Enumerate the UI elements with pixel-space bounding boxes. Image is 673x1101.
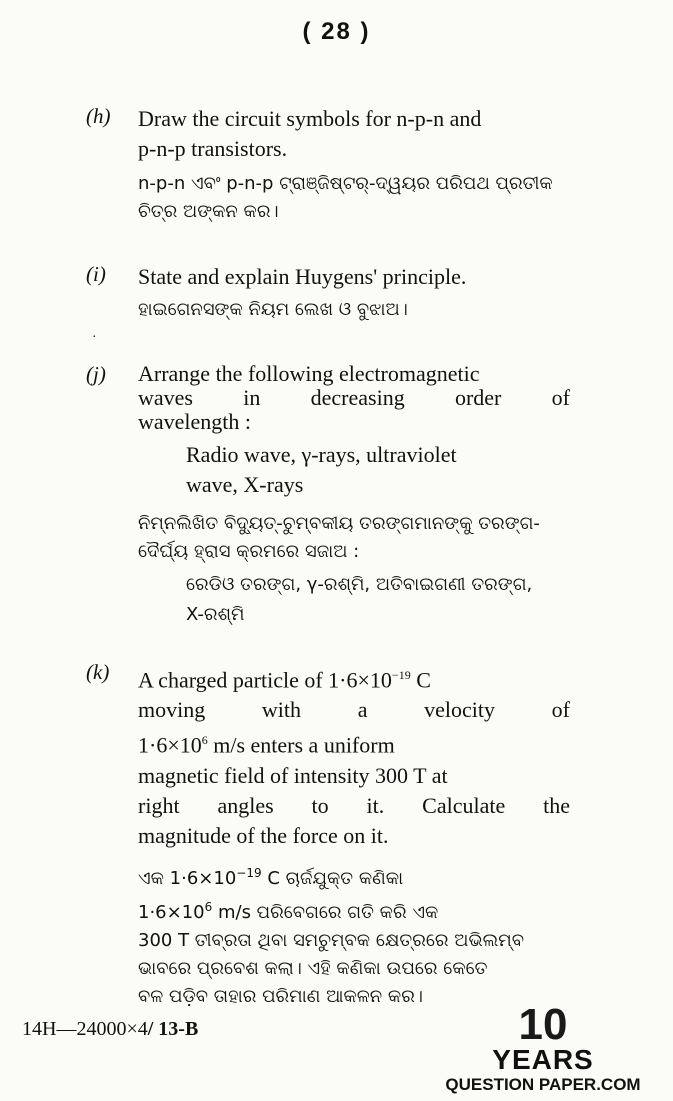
odia-line: ନିମ୍ନଲିଖିତ ବିଦ୍ୟୁତ୍‌-ଚୁମ୍ବକୀୟ ତରଙ୍ଗମାନଙ୍କୁ ତରଙ୍ଗ- bbox=[138, 513, 540, 534]
question-label: (j) bbox=[86, 362, 106, 386]
english-line: right angles to it. Calculate the bbox=[138, 792, 570, 818]
question-body bbox=[138, 660, 570, 1011]
exponent: −19 bbox=[236, 865, 262, 880]
question-body bbox=[138, 262, 570, 324]
english-line: Arrange the following electromagnetic bbox=[138, 361, 480, 386]
odia-line: ବଳ ପଡ଼ିବ ତାହାର ପରିମାଣ ଆକଳନ କର। bbox=[138, 985, 423, 1007]
text-run: ଏକ 1·6×10 bbox=[138, 867, 237, 889]
exponent: 6 bbox=[204, 899, 213, 914]
list-line: Radio wave, γ-rays, ultraviolet bbox=[186, 442, 457, 467]
wave-list bbox=[138, 440, 570, 500]
odia-line bbox=[138, 859, 570, 893]
text-run: m/s ପରିବେଗରେ ଗତି କରି ଏକ bbox=[212, 901, 439, 923]
unit: C bbox=[410, 667, 431, 693]
site-logo bbox=[443, 1000, 643, 1096]
english-line: magnetic field of intensity 300 T at bbox=[138, 762, 448, 788]
odia-line: n-p-n ଏବଂ p-n-p ଟ୍ରାଞ୍ଜିଷ୍ଟର୍‌-ଦ୍ୱୟର ପରିପଥ ପ୍ରତୀକ bbox=[138, 173, 553, 194]
text-run: m/s enters a uniform bbox=[207, 732, 395, 758]
question-body bbox=[138, 104, 570, 226]
page-number: ( 28 ) bbox=[302, 18, 371, 45]
odia-line: ଦୈର୍ଘ୍ୟ ହ୍ରାସ କ୍ରମରେ ସଜାଅ : bbox=[138, 541, 360, 562]
logo-number: 10 bbox=[518, 1000, 568, 1049]
question-label: (k) bbox=[86, 660, 110, 684]
stray-mark: · bbox=[92, 330, 97, 345]
text-run: 1·6×10 bbox=[138, 732, 202, 758]
english-line: wavelength : bbox=[138, 409, 252, 434]
question-label: (i) bbox=[86, 262, 106, 286]
list-line: X-ରଶ୍ମି bbox=[186, 604, 245, 625]
odia-line: ହାଇଗେନସଙ୍କ ନିୟମ ଲେଖ ଓ ବୁଝାଅ। bbox=[138, 299, 408, 320]
english-line: magnitude of the force on it. bbox=[138, 822, 389, 848]
footer-code bbox=[22, 1018, 198, 1041]
text-run: A charged particle of 1·6×10 bbox=[138, 667, 392, 693]
english-line: moving with a velocity of bbox=[138, 697, 570, 723]
footer-series: / 13-B bbox=[147, 1018, 199, 1040]
question-label: (h) bbox=[86, 104, 111, 128]
exponent: −19 bbox=[391, 668, 411, 682]
footer-print-code: 14H—24000×4 bbox=[22, 1018, 148, 1040]
english-line: State and explain Huygens' principle. bbox=[138, 264, 467, 289]
question-body bbox=[138, 362, 570, 630]
logo-years: YEARS bbox=[492, 1044, 594, 1075]
list-line: wave, X-rays bbox=[186, 472, 304, 497]
list-line: ରେଡିଓ ତରଙ୍ଗ, γ-ରଶ୍ମି, ଅତିବାଇଗଣୀ ତରଙ୍ଗ, bbox=[186, 574, 533, 595]
english-line bbox=[138, 660, 570, 695]
odia-line: ଭାବରେ ପ୍ରବେଶ କଲା। ଏହି କଣିକା ଉପରେ କେତେ bbox=[138, 957, 488, 979]
logo-site-name: QUESTION PAPER.COM bbox=[445, 1075, 641, 1094]
odia-wave-list bbox=[138, 570, 570, 630]
exponent: 6 bbox=[201, 733, 208, 748]
odia-line bbox=[138, 893, 570, 927]
english-line bbox=[138, 725, 570, 760]
english-line: waves in decreasing order of bbox=[138, 385, 570, 410]
english-line: p-n-p transistors. bbox=[138, 136, 288, 161]
english-line: Draw the circuit symbols for n-p-n and bbox=[138, 106, 482, 131]
text-run: C ଚାର୍ଜଯୁକ୍ତ କଣିକା bbox=[261, 867, 404, 889]
odia-line: 300 T ତୀବ୍ରତା ଥିବା ସମଚୁମ୍ବକ କ୍ଷେତ୍ରରେ ଅଭିଲମ୍ବ bbox=[138, 929, 525, 951]
odia-line: ଚିତ୍ର ଅଙ୍କନ କର। bbox=[138, 201, 279, 222]
text-run: 1·6×10 bbox=[138, 901, 205, 923]
